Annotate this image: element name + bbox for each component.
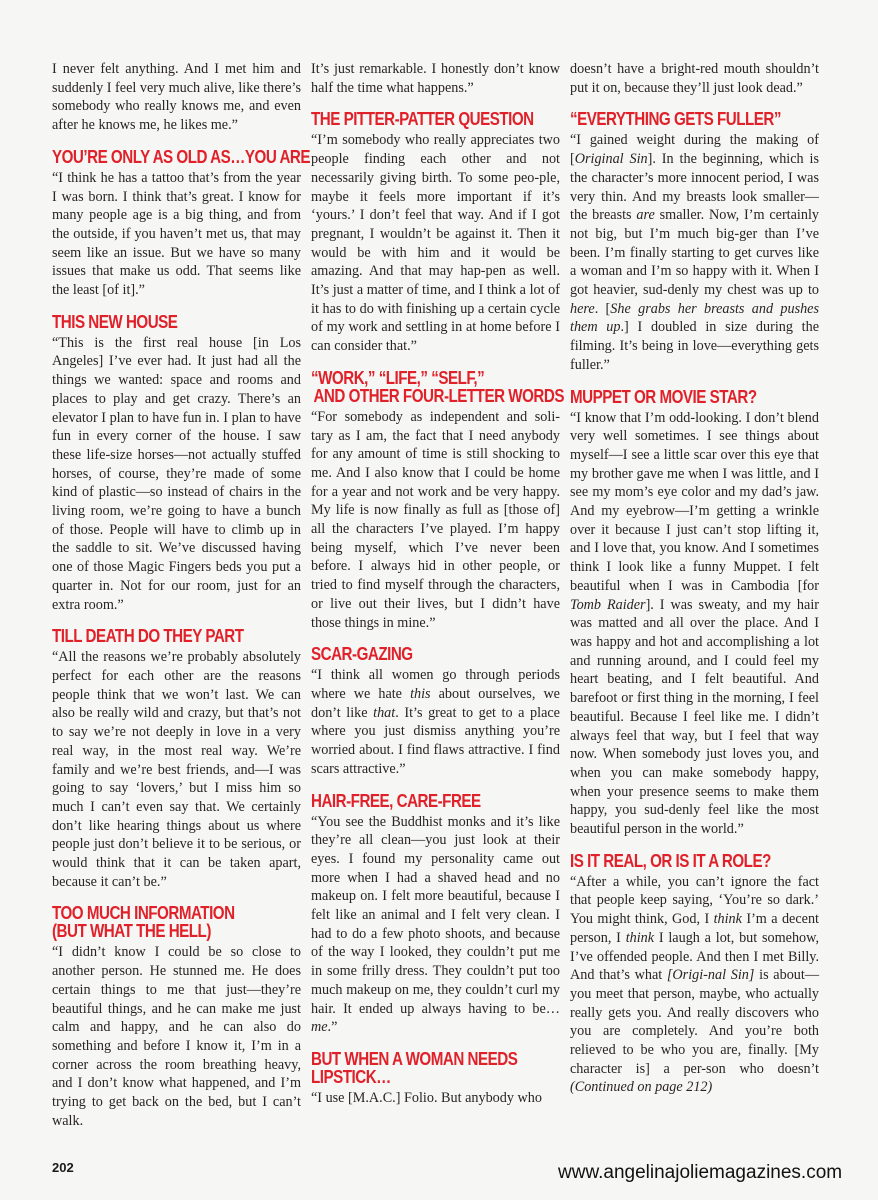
text-run: “I think all women go through periods where we hate (311, 667, 560, 702)
section-heading (311, 645, 515, 663)
body-paragraph: “I use [M.A.C.] Folio. But anybody who (311, 1089, 542, 1106)
italic-text: Tomb Raider (570, 596, 646, 613)
section-heading-line: SCAR-GAZING (311, 643, 413, 665)
italic-text: that (373, 704, 396, 721)
text-run: I laugh a lot, but somehow, I’ve offended people. And then I met Billy. And that’s what (570, 929, 819, 984)
italic-text: She grabs her breasts and pushes them up (570, 300, 819, 336)
body-paragraph (311, 666, 560, 778)
article-column-1 (52, 60, 310, 1130)
italic-text: [Origi-nal Sin] (666, 967, 755, 984)
italic-text: (Continued on page 212) (570, 1079, 713, 1096)
italic-text: me (311, 1019, 328, 1036)
body-paragraph: It’s just remarkable. I honestly don’t know half the time what happens.” (311, 61, 560, 96)
body-paragraph: “For somebody as independent and soli-tary as I am, the fact that I need anybody for any amount of time is still shocking to me. And I also know that I could be home for a year and not work and be very happy. My life is now finally as full as [those of] all the characters I’ve played. I’m happy being myself, which I’ve never been before. I always hid in other people, or tried to find myself through the characters, or live out their lives, but I didn’t have those things in mine.” (311, 408, 560, 631)
website-watermark: www.angelinajoliemagazines.com (558, 1162, 843, 1183)
text-run: I’m a decent person, I (570, 911, 819, 946)
text-run: . It’s great to get to a place where you just dismiss anything you’re worried about. I find flaws attractive. I find scars attractive.” (311, 704, 560, 777)
section-heading-line: “EVERYTHING GETS FULLER” (570, 108, 781, 130)
section-heading (570, 108, 781, 130)
section-heading-line: THIS NEW HOUSE (52, 310, 178, 332)
text-run: .” (327, 1019, 338, 1036)
text-run: is about—you meet that person, maybe, who actually really gets you. And really discovers who you are completely. And you’re both relieved to be who you are, finally. [My character is] a per-son who doesn’t (570, 967, 820, 1077)
section-heading-line: BUT WHEN A WOMAN NEEDS (311, 1047, 518, 1069)
text-run: about ourselves, we don’t like (311, 685, 560, 721)
text-run: “After a while, you can’t ignore the fact that people keep saying, ‘You’re so dark.’ You might think, God, I (570, 873, 819, 928)
text-run: ]. In the beginning, which is the character’s more innocent period, I was very thin. And my breasts look smaller—the breasts (570, 151, 819, 224)
italic-text: are (636, 207, 655, 224)
text-run: “I know that I’m odd-looking. I don’t blend very well sometimes. I see things about myself—I see a little scar over this eye that my brother gave me when I was little, and I see my mom’s eye color and my dad’s jaw. And my eyebrow—I’m getting a wrinkle over it because I just can’t stop lifting it, and I love that, you know. And I sometimes think I look like a funny Muppet. I felt beautiful when I was in Cambodia [for (570, 409, 819, 594)
body-paragraph (570, 131, 819, 374)
body-paragraph: I never felt anything. And I met him and suddenly I feel very much alive, like there’s somebody who really knows me, and even after he knows me, he likes me.” (52, 61, 301, 134)
body-paragraph (570, 873, 819, 1097)
body-paragraph: “This is the first real house [in Los Angeles] I’ve ever had. It just had all the things we wanted: space and rooms and places to play and get crazy. There’s an elevator I plan to have fun in. I plan to have fun in every corner of the house. I saw these life-size horses—not actually stuffed horses, of course, they’re made of some kind of plastic—so instead of chairs in the living room, we’re going to have a bunch of those. People will have to climb up in the saddle to sit. We’ve discussed having one of those Magic Fingers beds you put a quarter in. Not for our room, just for an extra room.” (52, 334, 301, 613)
section-heading-line: IS IT REAL, OR IS IT A ROLE? (570, 849, 771, 871)
section-heading-line: TOO MUCH INFORMATION (52, 902, 235, 924)
section-heading-line: HAIR-FREE, CARE-FREE (311, 789, 481, 811)
body-paragraph: “I’m somebody who really appreciates two people finding each other and not necessarily giving birth. To some peo-ple, maybe it feels more important if it’s ‘yours.’ I don’t feel that way. And if I got pregnant, I wouldn’t be against it. Then it would be with him and it would be amazing. And that may hap-pen as well. It’s just a matter of time, and I think a lot of it has to do with finishing up a certain cycle of my work and settling in at home before I can consider that.” (311, 132, 560, 355)
italic-text: this (410, 685, 431, 702)
section-heading-line: YOU’RE ONLY AS OLD AS…YOU ARE (52, 145, 310, 167)
text-run: “I gained weight during the making of [ (570, 132, 819, 168)
section-heading (52, 627, 256, 645)
section-heading-line: TILL DEATH DO THEY PART (52, 625, 244, 647)
section-heading-line: (BUT WHAT THE HELL) (52, 920, 211, 942)
italic-text: think (625, 929, 655, 946)
section-heading-line: LIPSTICK… (311, 1065, 391, 1087)
text-run: ]. I was sweaty, and my hair was matted and all over the place. And I was happy and hot and accomplishing a lot and running around, and I could feel my heart beating, and I felt beautiful. And barefoot or first thing in the morning, I feel beautiful. Because I feel like me. I didn’t always feel that way, but I feel that way now. When somebody just loves you, and when you can make somebody happy, when your presence seems to make them happy, you sud-denly feel like the most beautiful person in the world.” (570, 596, 819, 838)
italic-text: Original Sin (574, 151, 648, 168)
body-paragraph (311, 813, 560, 1037)
section-heading-line: AND OTHER FOUR-LETTER WORDS (313, 384, 564, 406)
section-heading (311, 1047, 518, 1087)
body-paragraph (570, 409, 819, 839)
text-run: . [ (594, 300, 611, 317)
page-number: 202 (52, 1160, 74, 1175)
section-heading (570, 385, 774, 407)
section-heading (311, 108, 534, 130)
text-run: “You see the Buddhist monks and it’s like they’re all clean—you just look at their eyes. I found my personality came out more when I had a shaved head and no makeup on. I felt more beautiful, because I felt like an animal and I felt very clean. I had to do a few photo shoots, and because of the way I looked, they couldn’t put me in some frilly dress. They couldn’t put too much makeup on me, they couldn’t curl my hair. It ended up always having to be… (311, 813, 560, 1017)
article-column-3 (570, 60, 819, 1097)
body-paragraph: doesn’t have a bright-red mouth shouldn’t put it on, because they’ll just look dead.” (570, 61, 819, 96)
section-heading-line: MUPPET OR MOVIE STAR? (570, 385, 757, 407)
text-run: smaller. Now, I’m certainly not big, but I’m much big-ger than I’ve been. I’m finally starting to get curves like a woman and I’m so happy with it. When I got heavier, sud-denly my chest was up to (570, 207, 819, 299)
section-heading (311, 789, 515, 811)
text-run: .] I doubled in size during the filming. It’s being in love—everything gets fuller.” (570, 319, 819, 373)
section-heading (52, 310, 256, 332)
body-paragraph: “All the reasons we’re probably absolutely perfect for each other are the reasons people think that we won’t last. We can also be really wild and crazy, but that’s not to say we’re not deeply in love in a very real way, in the most real way. We’re family and we’re best friends, and—I was going to say ‘lovers,’ but I miss him so much I can’t even say that. We certainly don’t like hearing things about us where people just don’t believe it to be serious, or would think that it can be taken apart, because it can’t be.” (52, 649, 301, 890)
body-paragraph: “I didn’t know I could be so close to another person. He stunned me. He does certain things to me that just—they’re beautiful things, and he can make me just calm and happy, and he can also do something and before I know it, I’m in a corner across the room breathing heavy, and I don’t know what happened, and I’m trying to get back on the bed, but I can’t walk. (52, 944, 301, 1129)
section-heading (52, 904, 256, 940)
section-heading-line: “WORK,” “LIFE,” “SELF,” (311, 366, 485, 388)
article-column-2 (311, 60, 564, 1108)
italic-text: think (713, 911, 742, 928)
body-paragraph: “I think he has a tattoo that’s from the year I was born. I think that’s great. I know for many people age is a big thing, and from the outside, if you haven’t met us, that may seem like an issue. But we have so many issues that make us odd. That seems like the least [of it].” (52, 169, 301, 299)
section-heading (570, 849, 774, 871)
section-heading-line: THE PITTER-PATTER QUESTION (311, 108, 534, 130)
section-heading (311, 366, 564, 406)
italic-text: here (570, 300, 595, 317)
section-heading (52, 145, 310, 167)
